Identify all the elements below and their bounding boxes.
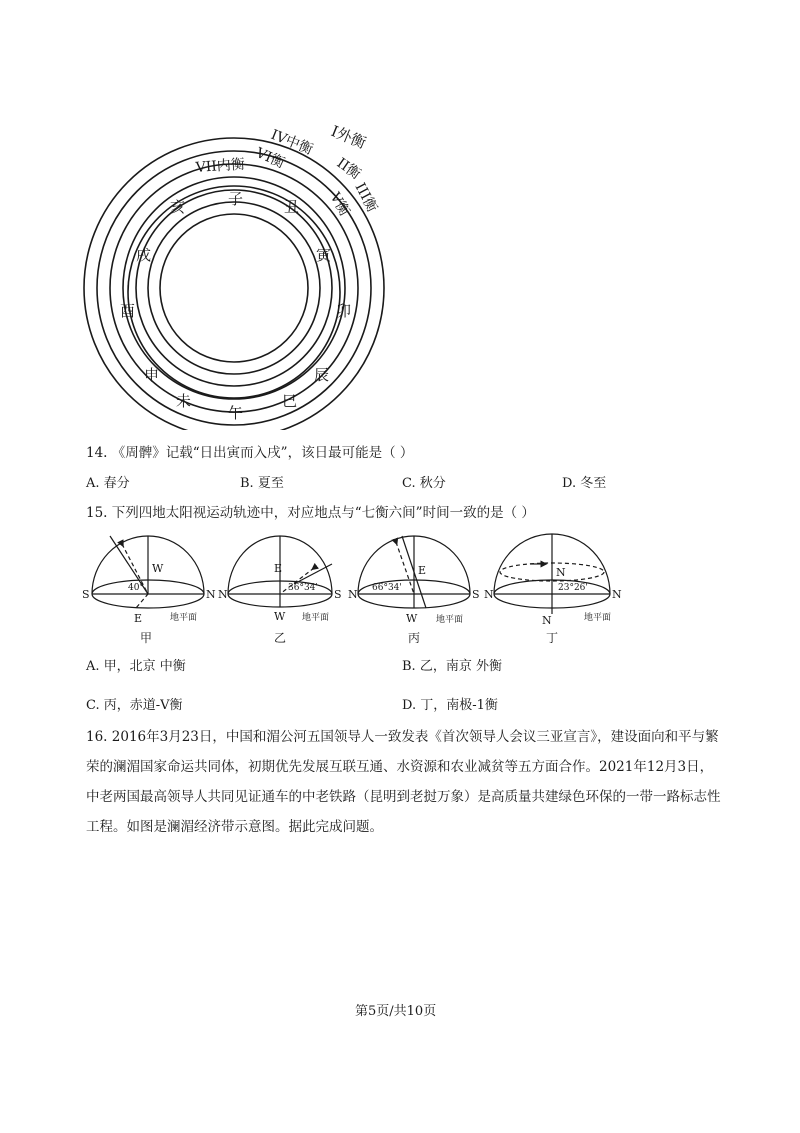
q14-stem: 14. 《周髀》记载“日出寅而入戌”，该日最可能是（ ）	[86, 445, 414, 461]
bing-angle: 66°34'	[372, 583, 402, 593]
yi-w: W	[274, 610, 286, 623]
branch-wu: 午	[228, 404, 244, 422]
diagram-jia	[92, 536, 204, 608]
page-number: 第5页/共10页	[355, 1004, 437, 1019]
caption-ding: 丁	[546, 631, 559, 645]
ding-top: N	[556, 566, 566, 579]
q15-stem: 15. 下列四地太阳视运动轨迹中，对应地点与“七衡六间”时间一致的是（ ）	[86, 505, 535, 521]
ding-ground: 地平面	[584, 613, 612, 623]
diagram-ding	[494, 534, 610, 614]
ring-label-VI: VI衡	[253, 145, 287, 172]
ring-6	[148, 202, 320, 374]
bing-ground: 地平面	[436, 615, 464, 625]
q14-option-d: D. 冬至	[562, 476, 607, 491]
caption-yi: 乙	[274, 631, 287, 645]
seven-rings-diagram	[0, 0, 800, 430]
ding-right: N	[612, 588, 622, 601]
ring-label-V: V衡	[326, 190, 353, 219]
jia-left: S	[82, 588, 90, 601]
caption-bing: 丙	[408, 631, 421, 645]
bing-right: S	[472, 588, 480, 601]
ring-label-I: I外衡	[328, 122, 369, 153]
ring-label-IV: IV中衡	[268, 126, 315, 159]
jia-angle: 40°	[128, 583, 144, 593]
q15-option-c: C. 丙，赤道-V衡	[86, 698, 183, 713]
diagram-bing	[358, 536, 470, 608]
ding-bottom: N	[542, 614, 552, 627]
ring-label-VII: VII内衡	[195, 156, 246, 176]
jia-ground: 地平面	[170, 613, 198, 623]
jia-e: E	[134, 612, 143, 625]
ring-label-III: III衡	[351, 180, 380, 215]
branch-si: 巳	[282, 392, 298, 410]
q14-option-b: B. 夏至	[240, 476, 284, 491]
branch-chen: 辰	[314, 366, 330, 384]
branch-mao: 卯	[336, 302, 352, 320]
ding-left: N	[484, 588, 494, 601]
ring-label-II: II衡	[333, 155, 364, 183]
q16-stem: 16. 2016年3月23日，中国和湄公河五国领导人一致发表《首次领导人会议三亚宣言》，建设面向和平与繁荣的澜湄国家命运共同体，初期优先发展互联互通、水资源和农业减贫等五方面合作。2021年12月3日，中老两国最高领导人共同见证通车的中老铁路（昆明到老挝万象）是高质量共建绿色环保的一带一路标志性工程。如图是澜湄经济带示意图。据此完成问题。	[86, 729, 721, 835]
q14-option-a: A. 春分	[86, 476, 130, 491]
q15-option-d: D. 丁，南极-1衡	[402, 698, 498, 713]
branch-xu: 戌	[136, 246, 152, 264]
ring-5	[136, 190, 332, 386]
ding-angle: 23°26'	[558, 583, 588, 593]
jia-w: W	[152, 562, 164, 575]
bing-w: W	[406, 612, 418, 625]
branch-yin: 寅	[316, 246, 332, 264]
branch-zi: 子	[228, 190, 244, 208]
bing-e: E	[418, 564, 427, 577]
yi-ground: 地平面	[302, 613, 330, 623]
bing-left: N	[348, 588, 358, 601]
ring-7	[160, 214, 308, 362]
yi-angle: 36°34'	[288, 583, 318, 593]
q15-option-a: A. 甲，北京 中衡	[86, 659, 186, 674]
branch-wei: 未	[176, 392, 192, 410]
yi-left: N	[218, 588, 228, 601]
caption-jia: 甲	[140, 631, 153, 645]
branch-you: 酉	[120, 302, 136, 320]
branch-hai: 亥	[170, 198, 186, 216]
branch-chou: 丑	[284, 198, 300, 216]
sun-path-diagrams	[80, 528, 640, 646]
q14-option-c: C. 秋分	[402, 476, 446, 491]
q15-option-b: B. 乙，南京 外衡	[402, 659, 502, 674]
yi-e: E	[274, 562, 283, 575]
yi-right: S	[334, 588, 342, 601]
branch-shen: 申	[144, 366, 160, 384]
jia-right: N	[206, 588, 216, 601]
